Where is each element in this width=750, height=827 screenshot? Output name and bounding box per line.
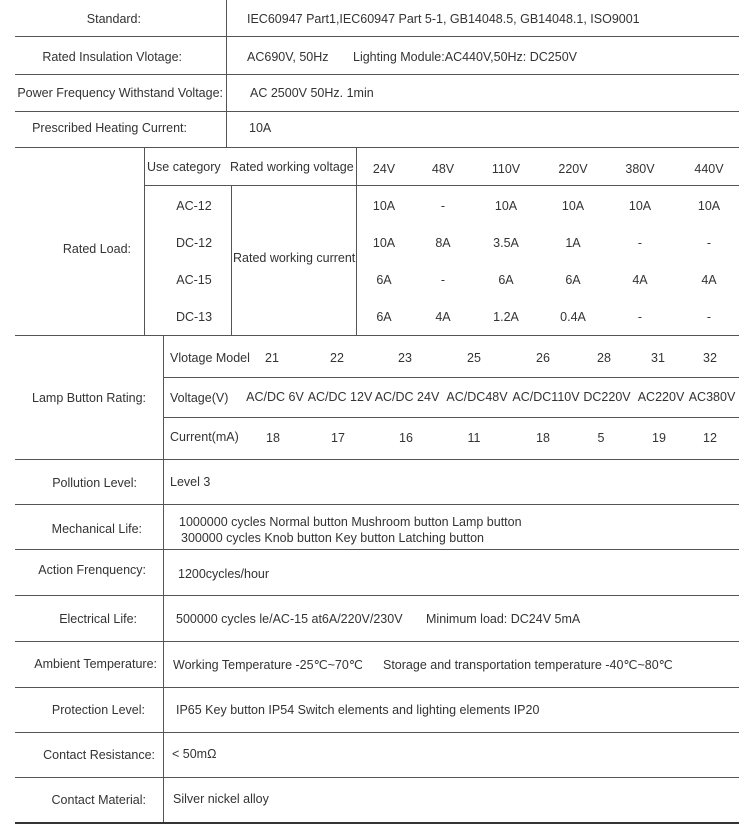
- storage-temperature-value: Storage and transportation temperature -40℃~80℃: [383, 658, 673, 672]
- voltage-header-cell: 110V: [491, 162, 521, 176]
- row-divider: [15, 335, 739, 336]
- row-divider: [15, 36, 739, 37]
- current-cell: 6A: [565, 273, 581, 287]
- contact-material-label: Contact Material:: [51, 793, 146, 807]
- rated-load-label: Rated Load:: [62, 242, 131, 256]
- lamp-current-cell: 11: [467, 431, 481, 445]
- lamp-current-cell: 16: [399, 431, 413, 445]
- lamp-voltage-cell: AC/DC110V: [512, 390, 580, 404]
- contact-resistance-value: < 50mΩ: [172, 747, 217, 761]
- current-cell: 4A: [701, 273, 717, 287]
- model-cell: 22: [330, 351, 344, 365]
- current-cell: -: [706, 236, 712, 250]
- current-cell: -: [637, 236, 643, 250]
- current-cell: -: [637, 310, 643, 324]
- lamp-current-cell: 18: [266, 431, 280, 445]
- ambient-temperature-label: Ambient Temperature:: [34, 657, 157, 671]
- lamp-current-cell: 5: [597, 431, 605, 445]
- voltage-header-cell: 440V: [694, 162, 724, 176]
- model-cell: 28: [597, 351, 611, 365]
- table-bottom-border: [15, 822, 739, 824]
- current-cell: 4A: [435, 310, 451, 324]
- current-cell: 10A: [494, 199, 518, 213]
- lamp-voltage-cell: DC220V: [583, 390, 631, 404]
- lamp-voltage-cell: AC/DC 12V: [307, 390, 373, 404]
- model-cell: 32: [703, 351, 717, 365]
- current-cell: 6A: [376, 273, 392, 287]
- column-divider: [144, 147, 145, 335]
- lamp-current-header: Current(mA): [170, 430, 239, 444]
- current-cell: 1.2A: [493, 310, 519, 324]
- current-cell: -: [440, 199, 446, 213]
- row-divider: [15, 111, 739, 112]
- voltage-header-cell: 48V: [431, 162, 455, 176]
- row-divider: [15, 777, 739, 778]
- working-temperature-value: Working Temperature -25℃~70℃: [173, 658, 363, 672]
- column-divider: [226, 0, 227, 147]
- standard-label: Standard:: [86, 12, 141, 26]
- category-name: AC-15: [176, 273, 212, 287]
- model-cell: 23: [398, 351, 412, 365]
- voltage-model-header: Vlotage Model: [170, 351, 250, 365]
- lamp-current-cell: 19: [652, 431, 666, 445]
- lamp-voltage-cell: AC/DC48V: [446, 390, 508, 404]
- mechanical-life-line2: 300000 cycles Knob button Key button Latching button: [181, 531, 485, 545]
- row-divider: [15, 74, 739, 75]
- row-divider: [144, 185, 739, 186]
- column-divider: [356, 147, 357, 335]
- lamp-voltage-header: Voltage(V): [170, 391, 229, 405]
- current-cell: 6A: [376, 310, 392, 324]
- contact-material-value: Silver nickel alloy: [173, 792, 269, 806]
- current-cell: 10A: [372, 199, 396, 213]
- current-cell: 6A: [498, 273, 514, 287]
- category-name: DC-13: [175, 310, 213, 324]
- row-divider: [163, 377, 739, 378]
- current-cell: 10A: [561, 199, 585, 213]
- current-cell: 3.5A: [493, 236, 519, 250]
- row-divider: [15, 687, 739, 688]
- model-cell: 26: [536, 351, 550, 365]
- pollution-level-label: Pollution Level:: [52, 476, 137, 490]
- standard-value: IEC60947 Part1,IEC60947 Part 5-1, GB14048.5, GB14048.1, ISO9001: [247, 12, 640, 26]
- minimum-load-value: Minimum load: DC24V 5mA: [426, 612, 581, 626]
- lamp-voltage-cell: AC380V: [688, 390, 736, 404]
- rated-current-label: Rated working current: [233, 251, 356, 265]
- category-name: AC-12: [176, 199, 212, 213]
- electrical-life-label: Electrical Life:: [59, 612, 137, 626]
- lamp-rating-label: Lamp Button Rating:: [32, 391, 146, 405]
- row-divider: [163, 417, 739, 418]
- model-cell: 31: [651, 351, 665, 365]
- electrical-life-value: 500000 cycles le/AC-15 at6A/220V/230V: [176, 612, 403, 626]
- use-category-header: Use category: [147, 160, 221, 174]
- heating-current-value: 10A: [249, 121, 272, 135]
- heating-current-label: Prescribed Heating Current:: [32, 121, 187, 135]
- current-cell: 10A: [697, 199, 721, 213]
- current-cell: 0.4A: [560, 310, 586, 324]
- current-cell: 4A: [632, 273, 648, 287]
- column-divider: [231, 185, 232, 335]
- current-cell: 1A: [565, 236, 581, 250]
- row-divider: [15, 459, 739, 460]
- model-cell: 25: [467, 351, 481, 365]
- row-divider: [15, 504, 739, 505]
- lamp-current-cell: 12: [703, 431, 717, 445]
- rated-voltage-header: Rated working voltage: [230, 160, 354, 174]
- current-cell: -: [440, 273, 446, 287]
- protection-level-label: Protection Level:: [51, 703, 145, 717]
- action-frequency-label: Action Frenquency:: [38, 563, 146, 577]
- mechanical-life-line1: 1000000 cycles Normal button Mushroom button Lamp button: [179, 515, 522, 529]
- mechanical-life-label: Mechanical Life:: [51, 522, 142, 536]
- column-divider: [163, 335, 164, 822]
- row-divider: [15, 641, 739, 642]
- contact-resistance-label: Contact Resistance:: [43, 748, 155, 762]
- lighting-module-value: Lighting Module:AC440V,50Hz: DC250V: [353, 50, 577, 64]
- current-cell: -: [706, 310, 712, 324]
- row-divider: [15, 549, 739, 550]
- model-cell: 21: [265, 351, 279, 365]
- insulation-voltage-value: AC690V, 50Hz: [247, 50, 329, 64]
- current-cell: 10A: [372, 236, 396, 250]
- current-cell: 8A: [435, 236, 451, 250]
- power-frequency-label: Power Frequency Withstand Voltage:: [17, 86, 223, 100]
- voltage-header-cell: 24V: [372, 162, 396, 176]
- lamp-voltage-cell: AC220V: [637, 390, 685, 404]
- pollution-level-value: Level 3: [170, 475, 211, 489]
- lamp-voltage-cell: AC/DC 6V: [246, 390, 304, 404]
- row-divider: [15, 147, 739, 148]
- insulation-voltage-label: Rated Insulation Vlotage:: [42, 50, 182, 64]
- lamp-voltage-cell: AC/DC 24V: [374, 390, 440, 404]
- current-cell: 10A: [628, 199, 652, 213]
- lamp-current-cell: 18: [536, 431, 550, 445]
- voltage-header-cell: 380V: [625, 162, 655, 176]
- protection-level-value: IP65 Key button IP54 Switch elements and lighting elements IP20: [176, 703, 540, 717]
- lamp-current-cell: 17: [331, 431, 345, 445]
- category-name: DC-12: [175, 236, 213, 250]
- power-frequency-value: AC 2500V 50Hz. 1min: [250, 86, 374, 100]
- row-divider: [15, 732, 739, 733]
- row-divider: [15, 595, 739, 596]
- action-frequency-value: 1200cycles/hour: [178, 567, 270, 581]
- voltage-header-cell: 220V: [558, 162, 588, 176]
